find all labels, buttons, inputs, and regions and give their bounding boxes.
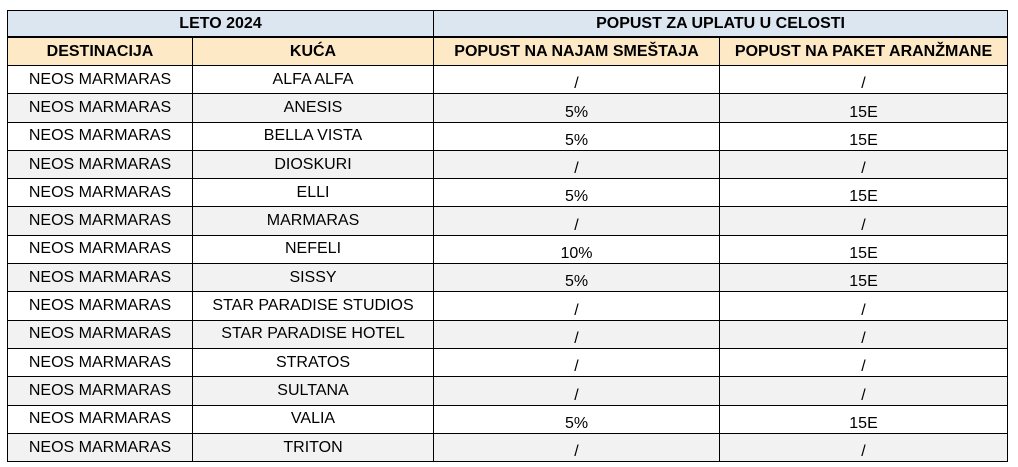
accommodation-discount-cell: /: [434, 320, 720, 348]
house-cell: DIOSKURI: [193, 150, 434, 178]
house-cell: SISSY: [193, 264, 434, 292]
table-row: [8, 320, 1008, 348]
house-cell: SULTANA: [193, 377, 434, 405]
accommodation-discount-cell: /: [434, 377, 720, 405]
table-row: [8, 122, 1008, 150]
house-cell: ALFA ALFA: [193, 66, 434, 94]
accommodation-discount-cell: /: [434, 207, 720, 235]
title-row: [8, 11, 1008, 38]
destination-cell: NEOS MARMARAS: [8, 348, 193, 376]
accommodation-discount-cell: /: [434, 66, 720, 94]
table-row: [8, 405, 1008, 433]
house-cell: TRITON: [193, 433, 434, 461]
destination-cell: NEOS MARMARAS: [8, 292, 193, 320]
table-row: [8, 207, 1008, 235]
package-discount-cell: 15E: [720, 122, 1008, 150]
package-discount-cell: /: [720, 66, 1008, 94]
accommodation-discount-cell: 10%: [434, 235, 720, 263]
destination-cell: NEOS MARMARAS: [8, 150, 193, 178]
accommodation-discount-cell: /: [434, 348, 720, 376]
discount-title: POPUST ZA UPLATU U CELOSTI: [434, 11, 1008, 38]
accommodation-discount-cell: 5%: [434, 405, 720, 433]
table-row: [8, 433, 1008, 461]
package-discount-cell: 15E: [720, 264, 1008, 292]
destination-cell: NEOS MARMARAS: [8, 264, 193, 292]
table-row: [8, 235, 1008, 263]
destination-cell: NEOS MARMARAS: [8, 179, 193, 207]
destination-cell: NEOS MARMARAS: [8, 235, 193, 263]
destination-cell: NEOS MARMARAS: [8, 320, 193, 348]
column-header-destination: DESTINACIJA: [8, 37, 193, 66]
package-discount-cell: /: [720, 433, 1008, 461]
table-row: [8, 292, 1008, 320]
package-discount-cell: 15E: [720, 235, 1008, 263]
house-cell: BELLA VISTA: [193, 122, 434, 150]
accommodation-discount-cell: 5%: [434, 179, 720, 207]
accommodation-discount-cell: /: [434, 292, 720, 320]
destination-cell: NEOS MARMARAS: [8, 433, 193, 461]
house-cell: STRATOS: [193, 348, 434, 376]
destination-cell: NEOS MARMARAS: [8, 377, 193, 405]
house-cell: MARMARAS: [193, 207, 434, 235]
house-cell: STAR PARADISE STUDIOS: [193, 292, 434, 320]
season-title: LETO 2024: [8, 11, 434, 38]
column-header-house: KUĆA: [193, 37, 434, 66]
destination-cell: NEOS MARMARAS: [8, 66, 193, 94]
house-cell: VALIA: [193, 405, 434, 433]
accommodation-discount-cell: 5%: [434, 264, 720, 292]
destination-cell: NEOS MARMARAS: [8, 405, 193, 433]
column-header-accommodation-discount: POPUST NA NAJAM SMEŠTAJA: [434, 37, 720, 66]
package-discount-cell: /: [720, 150, 1008, 178]
house-cell: STAR PARADISE HOTEL: [193, 320, 434, 348]
package-discount-cell: 15E: [720, 405, 1008, 433]
accommodation-discount-cell: 5%: [434, 94, 720, 122]
table-row: [8, 377, 1008, 405]
package-discount-cell: /: [720, 207, 1008, 235]
destination-cell: NEOS MARMARAS: [8, 207, 193, 235]
accommodation-discount-cell: 5%: [434, 122, 720, 150]
table-row: [8, 179, 1008, 207]
table-row: [8, 348, 1008, 376]
table-row: [8, 264, 1008, 292]
house-cell: ANESIS: [193, 94, 434, 122]
house-cell: ELLI: [193, 179, 434, 207]
table-row: [8, 66, 1008, 94]
package-discount-cell: /: [720, 348, 1008, 376]
destination-cell: NEOS MARMARAS: [8, 122, 193, 150]
house-cell: NEFELI: [193, 235, 434, 263]
table-row: [8, 150, 1008, 178]
table-body: [8, 66, 1008, 462]
accommodation-discount-cell: /: [434, 433, 720, 461]
destination-cell: NEOS MARMARAS: [8, 94, 193, 122]
accommodation-discount-cell: /: [434, 150, 720, 178]
column-header-row: [8, 37, 1008, 66]
discount-table: [7, 10, 1008, 462]
package-discount-cell: 15E: [720, 94, 1008, 122]
package-discount-cell: 15E: [720, 179, 1008, 207]
package-discount-cell: /: [720, 377, 1008, 405]
package-discount-cell: /: [720, 320, 1008, 348]
package-discount-cell: /: [720, 292, 1008, 320]
column-header-package-discount: POPUST NA PAKET ARANŽMANE: [720, 37, 1008, 66]
table-row: [8, 94, 1008, 122]
